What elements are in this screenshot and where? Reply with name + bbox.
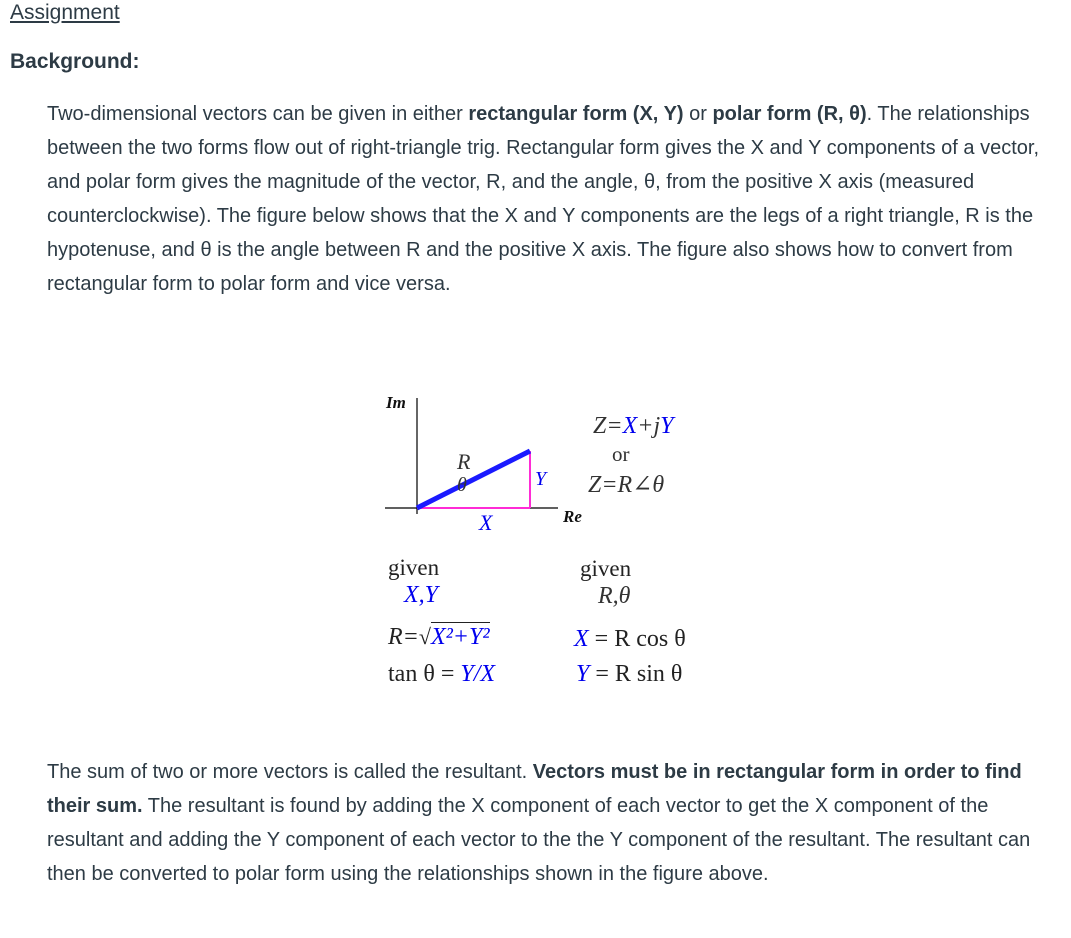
given-left-label: given (388, 555, 440, 580)
text-run: The sum of two or more vectors is called the resultant. (47, 761, 533, 783)
x-formula-rhs: = R cos θ (588, 626, 686, 652)
x-formula-lhs: X (574, 626, 589, 652)
r-formula: R=√X²+Y² (388, 624, 490, 650)
tan-formula (388, 661, 495, 688)
rect-equation-text: Z=X+jY (593, 413, 674, 439)
resultant-paragraph (47, 755, 1059, 891)
or-text: or (612, 442, 630, 466)
theta-label: θ (457, 474, 467, 496)
x-formula (574, 626, 686, 653)
text-run: The resultant is found by adding the X component of each vector to get the X component of the resultant and adding the Y component of each vector to the the Y component of the resultant. The resultant can then be converted to polar form using the relationships shown in the figure above. (47, 795, 1031, 885)
r-formula-prefix: R= (388, 624, 419, 650)
given-right-label: given (580, 556, 632, 581)
x-label: X (479, 510, 493, 535)
background-heading: Background: (10, 50, 140, 73)
bold-run: polar form (R, θ) (712, 103, 867, 125)
vector-r (417, 451, 530, 508)
polar-equation: Z=R∠θ (588, 472, 665, 498)
tan-formula-rhs: Y/X (460, 661, 496, 687)
im-label: Im (386, 393, 406, 412)
text-run: . The relationships between the two forms flow out of right-triangle trig. Rectangular form gives the X and Y components of a vector, and polar form gives the magnitude of the vector, R, and the angle, θ, from the positive X axis (measured counterclockwise). The figure below shows that the X and Y components are the legs of a right triangle, R is the hypotenuse, and θ is the angle between R and the positive X axis. The figure also shows how to convert from rectangular form to polar form and vice versa. (47, 103, 1040, 295)
text-run: Two-dimensional vectors can be given in either (47, 103, 469, 125)
assignment-link[interactable]: Assignment (10, 1, 120, 24)
bold-run: rectangular form (X, Y) (468, 103, 684, 125)
bold-run: Vectors must be in rectangular form in order to find their sum. (47, 761, 1022, 817)
triangle-diagram (380, 388, 740, 548)
given-right-values: R,θ (598, 583, 631, 609)
r-formula-radicand: X²+Y² (430, 624, 490, 650)
vector-figure (380, 388, 740, 703)
intro-paragraph (47, 97, 1059, 301)
tan-formula-lhs: tan θ = (388, 661, 461, 687)
y-formula-lhs: Y (576, 661, 590, 687)
text-run: or (683, 103, 713, 125)
r-label: R (457, 449, 471, 474)
y-formula (576, 661, 682, 688)
rect-equation (593, 413, 673, 440)
y-label: Y (535, 468, 547, 490)
y-formula-rhs: = R sin θ (589, 661, 683, 687)
given-left-values: X,Y (404, 582, 439, 608)
re-label: Re (563, 507, 582, 526)
